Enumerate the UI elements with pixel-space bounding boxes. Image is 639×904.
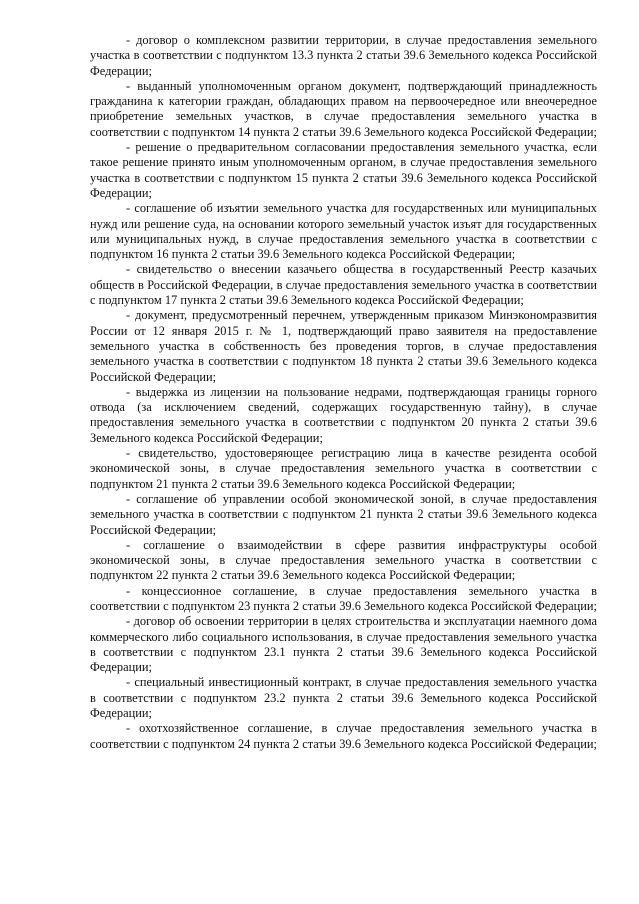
list-item-ministry-list-document: - документ, предусмотренный перечнем, утвержденным приказом Минэкономразвития России от 12 января 2015 г. № 1, подтверждающий право заявителя на предоставление земельного участка в собственность без проведения торгов, в случае предоставления земельного участка в соответствии с подпунктом 18 пункта 2 статьи 39.6 Земельного кодекса Российской Федерации; [90, 308, 597, 384]
list-item-concession-agreement: - концессионное соглашение, в случае предоставления земельного участка в соответствии с подпунктом 23 пункта 2 статьи 39.6 Земельного кодекса Российской Федерации; [90, 583, 597, 613]
list-item-hunting-agreement: - охотхозяйственное соглашение, в случае предоставления земельного участка в соответствии с подпунктом 24 пункта 2 статьи 39.6 Земельного кодекса Российской Федерации; [90, 721, 597, 751]
list-item-cossack-society-certificate: - свидетельство о внесении казачьего общества в государственный Реестр казачьих обществ в Российской Федерации, в случае предоставления земельного участка в соответствии с подпунктом 17 пункта 2 статьи 39.6 Земельного кодекса Российской Федерации; [90, 262, 597, 308]
list-item-seizure-agreement: - соглашение об изъятии земельного участка для государственных или муниципальных нужд или решение суда, на основании которого земельный участок изъят для государственных или муниципальных нужд, в случае предоставления земельного участка в соответствии с подпунктом 16 пункта 2 статьи 39.6 Земельного кодекса Российской Федерации; [90, 201, 597, 262]
list-item-investment-contract: - специальный инвестиционный контракт, в случае предоставления земельного участка в соответствии с подпунктом 23.2 пункта 2 статьи 39.6 Земельного кодекса Российской Федерации; [90, 675, 597, 721]
document-page [90, 33, 597, 752]
list-item-citizen-category-document: - выданный уполномоченным органом документ, подтверждающий принадлежность гражданина к категории граждан, обладающих правом на первоочередное или внеочередное приобретение земельных участков, в случае предоставления земельного участка в соответствии с подпунктом 14 пункта 2 статьи 39.6 Земельного кодекса Российской Федерации; [90, 78, 597, 139]
list-item-rental-housing-agreement: - договор об освоении территории в целях строительства и эксплуатации наемного дома коммерческого либо социального использования, в случае предоставления земельного участка в соответствии с подпунктом 23.1 пункта 2 статьи 39.6 Земельного кодекса Российской Федерации; [90, 614, 597, 675]
list-item-sez-resident-certificate: - свидетельство, удостоверяющее регистрацию лица в качестве резидента особой экономической зоны, в случае предоставления земельного участка в соответствии с подпунктом 21 пункта 2 статьи 39.6 Земельного кодекса Российской Федерации; [90, 446, 597, 491]
list-item-territory-development-agreement: - договор о комплексном развитии территории, в случае предоставления земельного участка в соответствии с подпунктом 13.3 пункта 2 статьи 39.6 Земельного кодекса Российской Федерации; [90, 33, 597, 78]
list-item-sez-infrastructure-agreement: - соглашение о взаимодействии в сфере развития инфраструктуры особой экономической зоны, в случае предоставления земельного участка в соответствии с подпунктом 22 пункта 2 статьи 39.6 Земельного кодекса Российской Федерации; [90, 537, 597, 583]
list-item-preliminary-approval-decision: - решение о предварительном согласовании предоставления земельного участка, если такое решение принято иным уполномоченным органом, в случае предоставления земельного участка в соответствии с подпунктом 15 пункта 2 статьи 39.6 Земельного кодекса Российской Федерации; [90, 140, 597, 200]
list-item-sez-management-agreement: - соглашение об управлении особой экономической зоной, в случае предоставления земельного участка в соответствии с подпунктом 21 пункта 2 статьи 39.6 Земельного кодекса Российской Федерации; [90, 491, 597, 537]
list-item-subsoil-license-extract: - выдержка из лицензии на пользование недрами, подтверждающая границы горного отвода (за исключением сведений, содержащих государственную тайну), в случае предоставления земельного участка в соответствии с подпунктом 20 пункта 2 статьи 39.6 Земельного кодекса Российской Федерации; [90, 384, 597, 445]
